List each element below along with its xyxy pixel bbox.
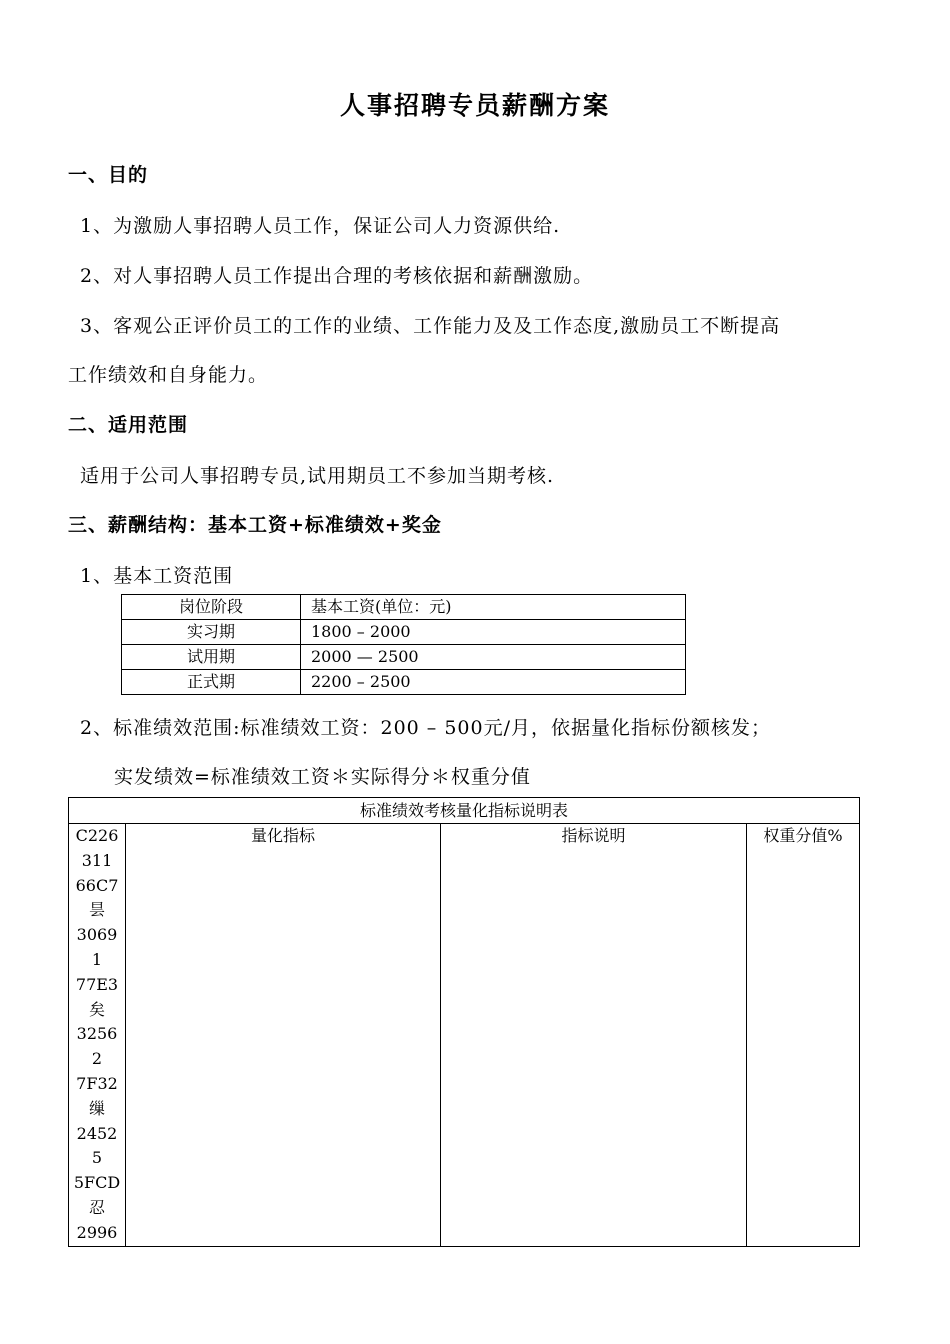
code-line: 1: [91, 949, 103, 969]
table-row: [122, 645, 686, 670]
kpi-header-indicator: 量化指标: [126, 824, 441, 1247]
code-line: 2996: [76, 1222, 118, 1242]
salary-header-stage: 岗位阶段: [122, 595, 301, 620]
code-line: 昙: [88, 900, 105, 920]
table-row: [122, 620, 686, 645]
salary-header-amount: 基本工资(单位：元): [301, 595, 686, 620]
salary-stage-cell: 正式期: [122, 670, 301, 695]
kpi-header-row: [69, 824, 860, 1247]
kpi-table-caption: 标准绩效考核量化指标说明表: [69, 798, 860, 824]
section-1-item-1: 1、为激励人事招聘人员工作，保证公司人力资源供给.: [80, 215, 561, 237]
performance-formula: 实发绩效=标准绩效工资＊实际得分＊权重分值: [114, 766, 531, 788]
section-1-heading: 一、目的: [68, 164, 149, 186]
code-line: 7F32: [76, 1073, 118, 1093]
salary-stage-cell: 试用期: [122, 645, 301, 670]
salary-range-cell: 1800 – 2000: [301, 620, 686, 645]
section-2-text: 适用于公司人事招聘专员,试用期员工不参加当期考核.: [80, 465, 555, 487]
section-3-heading: 三、薪酬结构：基本工资+标准绩效+奖金: [68, 514, 442, 536]
code-line: 5: [91, 1148, 103, 1168]
section-3-sub-2: 2、标准绩效范围:标准绩效工资：200 – 500元/月，依据量化指标份额核发；: [80, 717, 772, 739]
code-line: 3256: [76, 1024, 118, 1044]
code-line: C226: [75, 826, 119, 845]
salary-table-header: [122, 595, 686, 620]
kpi-header-description: 指标说明: [441, 824, 747, 1247]
salary-range-cell: 2000 — 2500: [301, 645, 686, 670]
code-line: 缫: [88, 1098, 105, 1118]
code-line: 2: [91, 1049, 103, 1069]
code-line: 3069: [76, 925, 118, 945]
code-line: 311: [81, 850, 113, 870]
kpi-header-weight: 权重分值%: [747, 824, 860, 1247]
kpi-table: [68, 797, 860, 1247]
section-1-item-2: 2、对人事招聘人员工作提出合理的考核依据和薪酬激励。: [80, 265, 594, 287]
code-line: 66C7: [75, 875, 119, 895]
kpi-code-column: [69, 824, 126, 1247]
section-1-item-3-line-1: 3、客观公正评价员工的工作的业绩、工作能力及及工作态度,激励员工不断提高: [80, 315, 781, 337]
code-line: 矣: [88, 999, 105, 1019]
code-line: 77E3: [75, 974, 119, 994]
document-title: 人事招聘专员薪酬方案: [339, 91, 610, 120]
salary-range-cell: 2200 – 2500: [301, 670, 686, 695]
section-2-heading: 二、适用范围: [68, 414, 189, 436]
table-row: [122, 670, 686, 695]
code-line: 5FCD: [73, 1173, 121, 1193]
salary-stage-cell: 实习期: [122, 620, 301, 645]
salary-table: [121, 594, 686, 695]
code-line: 忍: [88, 1197, 105, 1217]
code-line: 2452: [76, 1123, 118, 1143]
section-1-item-3-line-2: 工作绩效和自身能力。: [68, 364, 269, 386]
kpi-caption-row: [69, 798, 860, 824]
section-3-sub-1: 1、基本工资范围: [80, 565, 234, 587]
